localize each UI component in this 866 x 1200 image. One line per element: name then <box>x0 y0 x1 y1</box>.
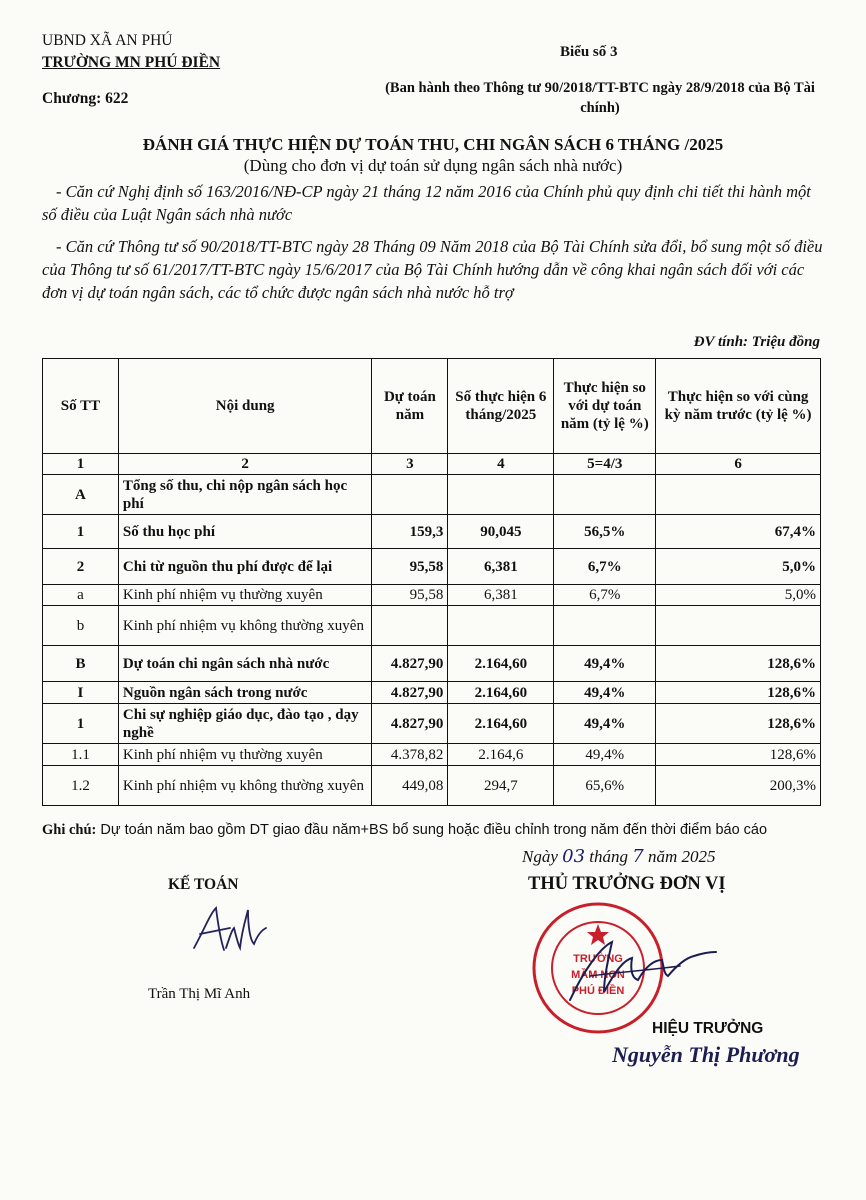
date-year: năm 2025 <box>647 847 716 866</box>
row-plan: 4.827,90 <box>372 704 448 744</box>
row-plan: 95,58 <box>372 585 448 606</box>
row-no: 1.1 <box>43 744 119 766</box>
header-left <box>42 30 220 110</box>
legal-basis-1: - Căn cứ Nghị định số 163/2016/NĐ-CP ngày 21 tháng 12 năm 2016 của Chính phủ quy định chi tiết thi hành một số điều của Luật Ngân sách nhà nước <box>42 182 811 224</box>
row-pct-plan: 6,7% <box>554 585 656 606</box>
date-month: 7 <box>632 846 644 867</box>
row-no: 1 <box>43 704 119 744</box>
row-plan: 4.827,90 <box>372 682 448 704</box>
row-pct-plan: 49,4% <box>554 682 656 704</box>
row-pct-prev: 128,6% <box>656 744 821 766</box>
col-header-content: Nội dung <box>118 359 372 454</box>
row-actual: 6,381 <box>448 549 554 585</box>
row-no: I <box>43 682 119 704</box>
row-pct-plan: 49,4% <box>554 646 656 682</box>
row-content: Số thu học phí <box>118 515 372 549</box>
accountant-title: KẾ TOÁN <box>168 876 239 893</box>
row-no: B <box>43 646 119 682</box>
row-content: Tổng số thu, chi nộp ngân sách học phí <box>118 475 372 515</box>
table-row <box>43 606 821 646</box>
row-actual: 90,045 <box>448 515 554 549</box>
legal-basis-2: - Căn cứ Thông tư số 90/2018/TT-BTC ngày 28 Tháng 09 Năm 2018 của Bộ Tài Chính sửa đổi, bổ sung một số điều của Thông tư số 61/2017/TT-BTC ngày 15/6/2017 của Bộ Tài Chính hướng dẫn về công khai ngân sách đối với các đơn vị dự toán ngân sách, các tổ chức được ngân sách nhà nước hỗ trợ <box>42 237 823 302</box>
date-day: 03 <box>562 846 586 867</box>
row-pct-prev <box>656 475 821 515</box>
principal-role: HIỆU TRƯỞNG <box>652 1020 764 1037</box>
row-pct-plan: 65,6% <box>554 766 656 806</box>
row-pct-prev: 128,6% <box>656 682 821 704</box>
row-pct-plan: 6,7% <box>554 549 656 585</box>
issuance-basis: (Ban hành theo Thông tư 90/2018/TT-BTC ngày 28/9/2018 của Bộ Tài chính) <box>385 80 815 116</box>
table-row <box>43 766 821 806</box>
accountant-name: Trần Thị Mĩ Anh <box>148 986 251 1002</box>
row-pct-prev: 128,6% <box>656 704 821 744</box>
document-title: ĐÁNH GIÁ THỰC HIỆN DỰ TOÁN THU, CHI NGÂN SÁCH 6 THÁNG /2025 <box>142 135 724 154</box>
table-row <box>43 475 821 515</box>
row-pct-prev <box>656 606 821 646</box>
row-plan: 4.827,90 <box>372 646 448 682</box>
row-content: Chi từ nguồn thu phí được để lại <box>118 549 372 585</box>
row-content: Kinh phí nhiệm vụ thường xuyên <box>118 585 372 606</box>
row-no: a <box>43 585 119 606</box>
row-pct-prev: 5,0% <box>656 549 821 585</box>
form-number: Biểu số 3 <box>560 44 618 60</box>
table-row <box>43 682 821 704</box>
row-plan: 4.378,82 <box>372 744 448 766</box>
row-content: Chi sự nghiệp giáo dục, đào tạo , dạy nghề <box>118 704 372 744</box>
row-pct-plan: 49,4% <box>554 704 656 744</box>
row-content: Kinh phí nhiệm vụ không thường xuyên <box>118 766 372 806</box>
row-plan: 95,58 <box>372 549 448 585</box>
budget-table <box>42 358 821 806</box>
row-pct-plan <box>554 606 656 646</box>
principal-name: Nguyễn Thị Phương <box>612 1042 800 1067</box>
index-cell: 3 <box>372 454 448 475</box>
row-actual: 2.164,60 <box>448 704 554 744</box>
row-content: Kinh phí nhiệm vụ thường xuyên <box>118 744 372 766</box>
row-no: 1.2 <box>43 766 119 806</box>
row-pct-prev: 200,3% <box>656 766 821 806</box>
chapter-code: Chương: 622 <box>42 90 129 107</box>
row-pct-prev: 5,0% <box>656 585 821 606</box>
row-content: Dự toán chi ngân sách nhà nước <box>118 646 372 682</box>
row-plan: 449,08 <box>372 766 448 806</box>
accountant-signature <box>186 900 276 960</box>
col-header-pct-plan: Thực hiện so với dự toán năm (tỷ lệ %) <box>554 359 656 454</box>
index-cell: 4 <box>448 454 554 475</box>
date-month-label: tháng <box>589 847 629 866</box>
authority-name: UBND XÃ AN PHÚ <box>42 32 173 49</box>
table-row <box>43 515 821 549</box>
row-plan <box>372 606 448 646</box>
row-no: A <box>43 475 119 515</box>
row-actual: 2.164,60 <box>448 682 554 704</box>
col-header-actual: Số thực hiện 6 tháng/2025 <box>448 359 554 454</box>
row-plan <box>372 475 448 515</box>
table-row <box>43 646 821 682</box>
unit-label: ĐV tính: Triệu đồng <box>693 334 820 350</box>
col-header-pct-prev: Thực hiện so với cùng kỳ năm trước (tỷ lệ %) <box>656 359 821 454</box>
footnote <box>42 822 767 839</box>
table-row <box>43 744 821 766</box>
footnote-label: Ghi chú: <box>42 822 97 838</box>
row-pct-prev: 67,4% <box>656 515 821 549</box>
index-cell: 1 <box>43 454 119 475</box>
row-no: b <box>43 606 119 646</box>
table-row <box>43 549 821 585</box>
row-actual: 2.164,6 <box>448 744 554 766</box>
row-pct-prev: 128,6% <box>656 646 821 682</box>
signing-date <box>522 846 716 867</box>
row-actual <box>448 606 554 646</box>
index-cell: 6 <box>656 454 821 475</box>
svg-text:PHÚ ĐIỀN: PHÚ ĐIỀN <box>571 985 625 997</box>
date-prefix: Ngày <box>522 847 558 866</box>
row-actual: 2.164,60 <box>448 646 554 682</box>
col-header-plan: Dự toán năm <box>372 359 448 454</box>
svg-text:MẦM NON: MẦM NON <box>571 969 625 981</box>
row-actual <box>448 475 554 515</box>
row-no: 2 <box>43 549 119 585</box>
school-name: TRƯỜNG MN PHÚ ĐIỀN <box>42 54 221 71</box>
row-pct-plan: 49,4% <box>554 744 656 766</box>
footnote-text: Dự toán năm bao gồm DT giao đầu năm+BS bổ sung hoặc điều chỉnh trong năm đến thời điểm báo cáo <box>100 822 768 838</box>
principal-signature <box>560 930 720 1010</box>
row-plan: 159,3 <box>372 515 448 549</box>
row-pct-plan <box>554 475 656 515</box>
head-title: THỦ TRƯỞNG ĐƠN VỊ <box>528 874 726 894</box>
svg-text:TRƯỜNG: TRƯỜNG <box>573 953 623 965</box>
col-header-no: Số TT <box>43 359 119 454</box>
row-content: Nguồn ngân sách trong nước <box>118 682 372 704</box>
row-pct-plan: 56,5% <box>554 515 656 549</box>
index-cell: 2 <box>118 454 372 475</box>
row-no: 1 <box>43 515 119 549</box>
index-cell: 5=4/3 <box>554 454 656 475</box>
document-subtitle: (Dùng cho đơn vị dự toán sử dụng ngân sách nhà nước) <box>243 156 623 175</box>
column-index-row <box>43 454 821 475</box>
table-row <box>43 704 821 744</box>
row-actual: 6,381 <box>448 585 554 606</box>
table-row <box>43 585 821 606</box>
row-actual: 294,7 <box>448 766 554 806</box>
table-header-row <box>43 359 821 454</box>
row-content: Kinh phí nhiệm vụ không thường xuyên <box>118 606 372 646</box>
